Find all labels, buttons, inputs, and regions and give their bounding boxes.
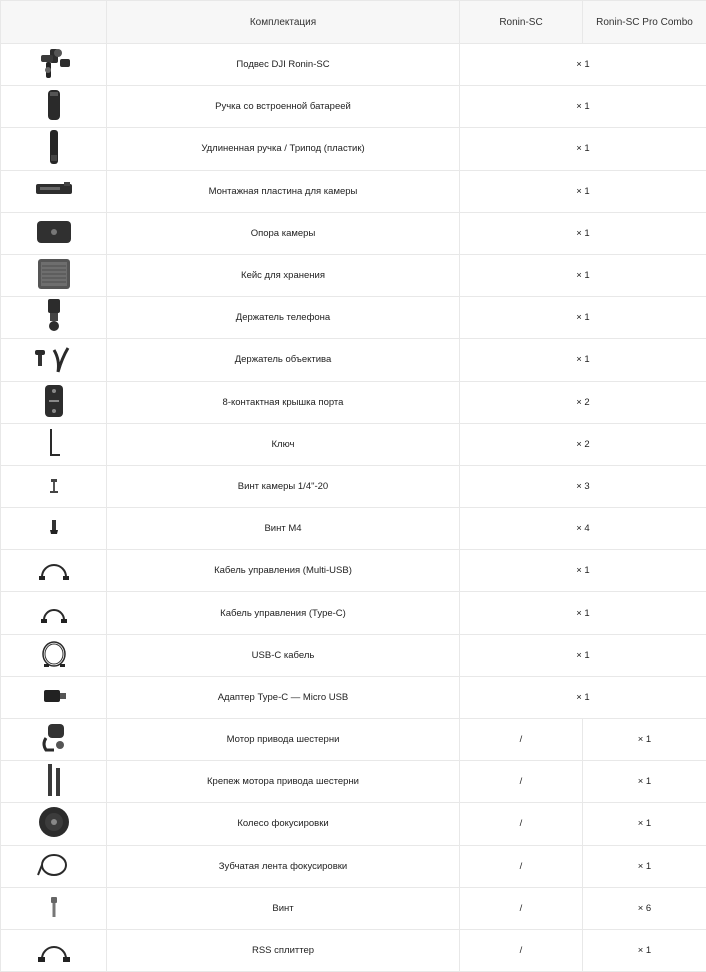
qty-both-versions: × 1 (460, 550, 706, 592)
mounting-plate-icon (1, 172, 106, 211)
product-image-cell (1, 465, 107, 507)
focus-motor-icon (1, 720, 106, 759)
product-image-cell (1, 550, 107, 592)
table-row (1, 465, 706, 507)
table-row (1, 128, 706, 170)
item-name: Кабель управления (Multi-USB) (107, 550, 460, 592)
table-row (1, 929, 706, 971)
product-image-cell (1, 845, 107, 887)
qty-ronin-sc-pro-combo: × 1 (583, 803, 706, 845)
product-image-cell (1, 128, 107, 170)
table-row (1, 887, 706, 929)
item-name: Подвес DJI Ronin-SC (107, 44, 460, 86)
qty-ronin-sc: / (460, 845, 583, 887)
qty-both-versions: × 1 (460, 86, 706, 128)
qty-both-versions: × 1 (460, 676, 706, 718)
usb-c-cable-icon (1, 636, 106, 675)
qty-ronin-sc-pro-combo: × 1 (583, 929, 706, 971)
rss-splitter-icon (1, 931, 106, 970)
qty-ronin-sc-pro-combo: × 1 (583, 845, 706, 887)
table-row (1, 339, 706, 381)
header-contents: Комплектация (107, 1, 460, 44)
m4-screw-icon (1, 509, 106, 548)
table-row (1, 634, 706, 676)
product-image-cell (1, 212, 107, 254)
item-name: Ручка со встроенной батареей (107, 86, 460, 128)
qty-both-versions: × 1 (460, 128, 706, 170)
extended-grip-icon (1, 129, 106, 168)
item-name: Удлиненная ручка / Трипод (пластик) (107, 128, 460, 170)
item-name: Мотор привода шестерни (107, 719, 460, 761)
camera-screw-icon (1, 467, 106, 506)
item-name: Колесо фокусировки (107, 803, 460, 845)
table-row (1, 676, 706, 718)
lens-support-icon (1, 340, 106, 379)
product-image-cell (1, 676, 107, 718)
table-row (1, 212, 706, 254)
product-image-cell (1, 170, 107, 212)
qty-both-versions: × 1 (460, 634, 706, 676)
table-row (1, 592, 706, 634)
qty-ronin-sc-pro-combo: × 6 (583, 887, 706, 929)
qty-both-versions: × 1 (460, 592, 706, 634)
header-image-col (1, 1, 107, 44)
item-name: Крепеж мотора привода шестерни (107, 761, 460, 803)
product-image-cell (1, 803, 107, 845)
screw-icon (1, 889, 106, 928)
item-name: Кейс для хранения (107, 254, 460, 296)
item-name: USB-C кабель (107, 634, 460, 676)
qty-both-versions: × 4 (460, 508, 706, 550)
product-image-cell (1, 929, 107, 971)
product-image-cell (1, 297, 107, 339)
item-name: Винт M4 (107, 508, 460, 550)
hex-key-icon (1, 425, 106, 464)
item-name: Винт (107, 887, 460, 929)
item-name: Зубчатая лента фокусировки (107, 845, 460, 887)
qty-both-versions: × 1 (460, 170, 706, 212)
item-name: Держатель телефона (107, 297, 460, 339)
product-image-cell (1, 254, 107, 296)
product-image-cell (1, 86, 107, 128)
camera-riser-icon (1, 214, 106, 253)
storage-case-icon (1, 256, 106, 295)
table-row (1, 423, 706, 465)
product-image-cell (1, 381, 107, 423)
product-image-cell (1, 634, 107, 676)
product-image-cell (1, 339, 107, 381)
header-ronin-sc-pro-combo: Ronin-SC Pro Combo (583, 1, 706, 44)
table-row (1, 761, 706, 803)
qty-both-versions: × 2 (460, 381, 706, 423)
qty-both-versions: × 1 (460, 44, 706, 86)
qty-both-versions: × 1 (460, 254, 706, 296)
table-row (1, 254, 706, 296)
header-ronin-sc: Ronin-SC (460, 1, 583, 44)
product-image-cell (1, 887, 107, 929)
table-row (1, 845, 706, 887)
table-row (1, 86, 706, 128)
item-name: Держатель объектива (107, 339, 460, 381)
table-row (1, 170, 706, 212)
battery-grip-icon (1, 87, 106, 126)
table-header-row (1, 1, 706, 44)
item-name: Кабель управления (Type-C) (107, 592, 460, 634)
product-image-cell (1, 508, 107, 550)
table-row (1, 44, 706, 86)
qty-ronin-sc: / (460, 929, 583, 971)
qty-both-versions: × 1 (460, 212, 706, 254)
focus-wheel-icon (1, 804, 106, 843)
qty-both-versions: × 1 (460, 339, 706, 381)
qty-ronin-sc-pro-combo: × 1 (583, 761, 706, 803)
item-name: Опора камеры (107, 212, 460, 254)
product-image-cell (1, 761, 107, 803)
table-row (1, 381, 706, 423)
gimbal-icon (1, 45, 106, 84)
item-name: Винт камеры 1/4"-20 (107, 465, 460, 507)
product-image-cell (1, 592, 107, 634)
cable-multi-usb-icon (1, 551, 106, 590)
focus-gear-strip-icon (1, 847, 106, 886)
item-name: 8-контактная крышка порта (107, 381, 460, 423)
qty-both-versions: × 2 (460, 423, 706, 465)
table-row (1, 297, 706, 339)
item-name: RSS сплиттер (107, 929, 460, 971)
port-cover-icon (1, 383, 106, 422)
item-name: Монтажная пластина для камеры (107, 170, 460, 212)
adapter-icon (1, 678, 106, 717)
cable-type-c-icon (1, 594, 106, 633)
phone-holder-icon (1, 298, 106, 337)
qty-ronin-sc: / (460, 719, 583, 761)
table-row (1, 550, 706, 592)
item-name: Ключ (107, 423, 460, 465)
qty-both-versions: × 1 (460, 297, 706, 339)
product-image-cell (1, 44, 107, 86)
motor-rod-icon (1, 762, 106, 801)
qty-ronin-sc: / (460, 761, 583, 803)
qty-ronin-sc: / (460, 887, 583, 929)
item-name: Адаптер Type-C — Micro USB (107, 676, 460, 718)
product-image-cell (1, 423, 107, 465)
qty-both-versions: × 3 (460, 465, 706, 507)
qty-ronin-sc: / (460, 803, 583, 845)
table-row (1, 508, 706, 550)
table-row (1, 719, 706, 761)
product-image-cell (1, 719, 107, 761)
qty-ronin-sc-pro-combo: × 1 (583, 719, 706, 761)
table-row (1, 803, 706, 845)
